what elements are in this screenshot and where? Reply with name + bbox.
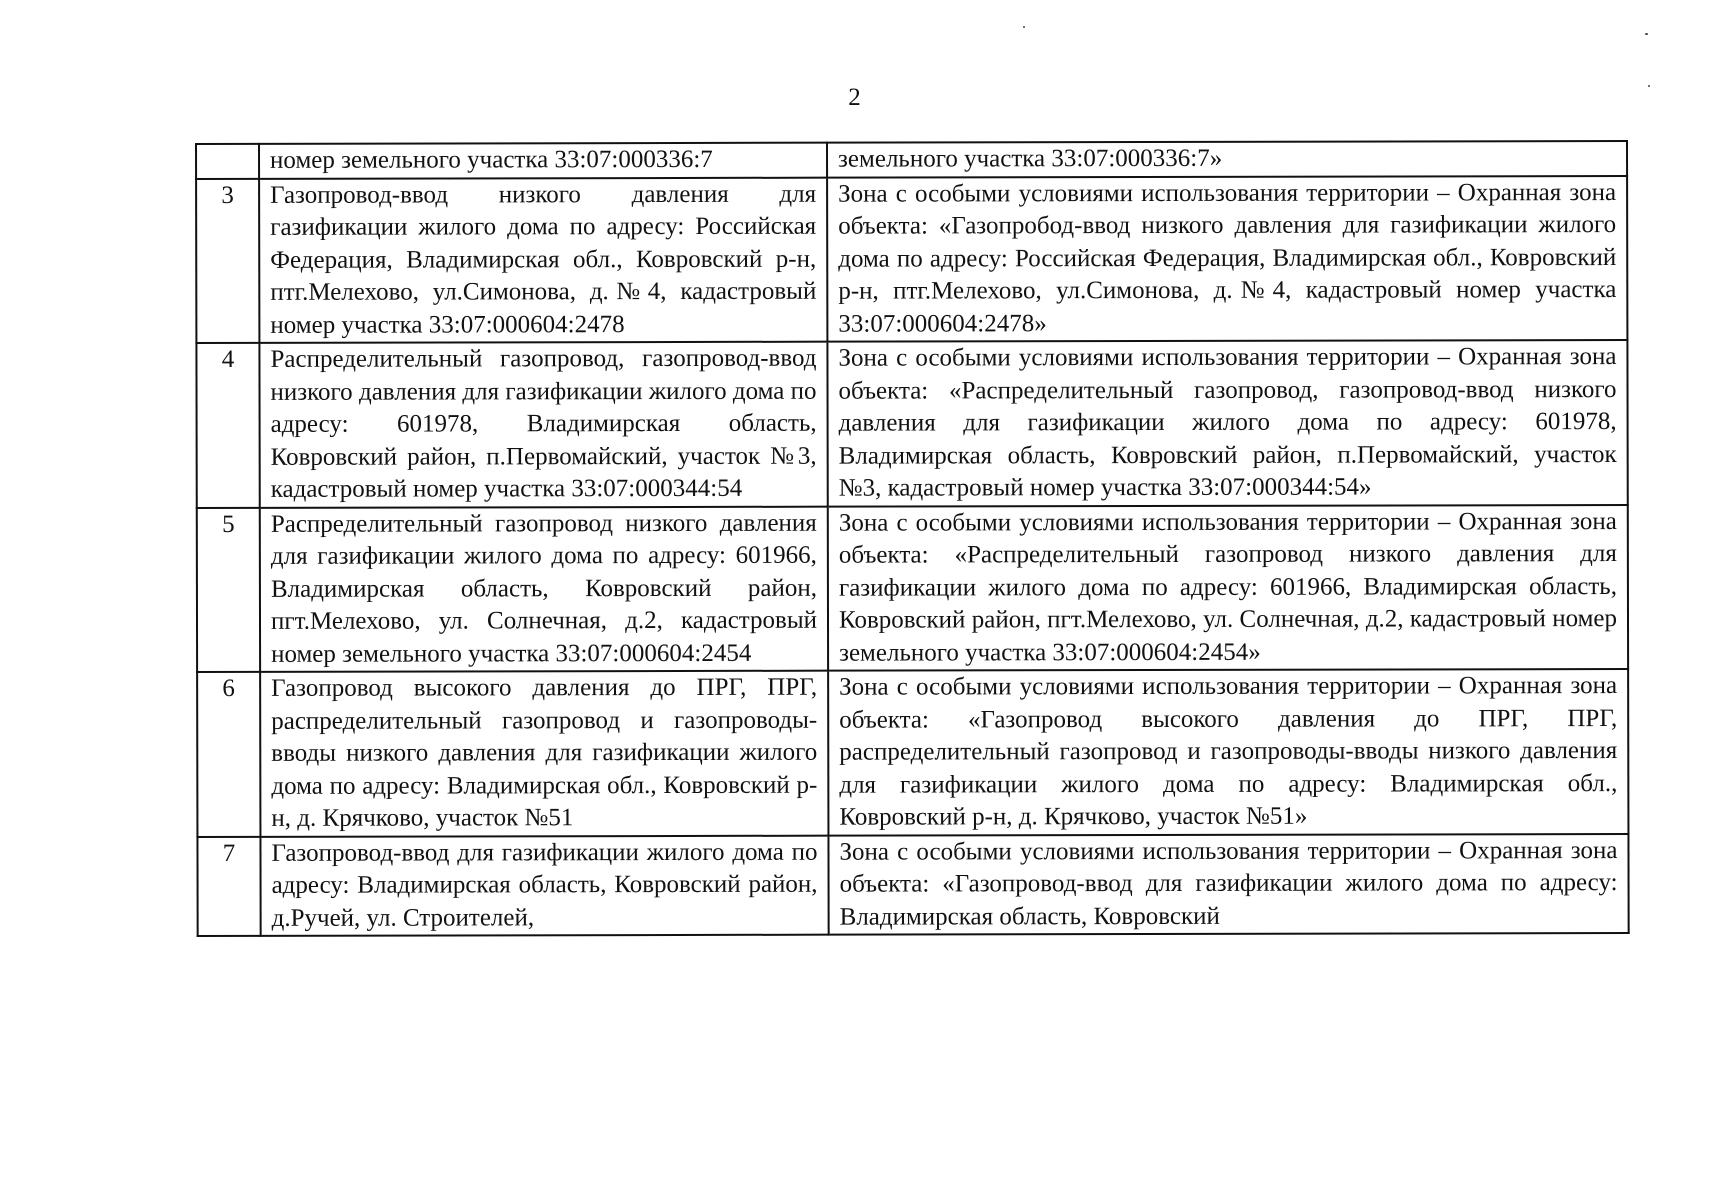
row-number <box>196 144 259 179</box>
table-row <box>197 833 1628 935</box>
object-description: Газопровод высокого давления до ПРГ, ПРГ, распределительный газопровод и газопроводы-вводы низкого давления для газификации жилого дома по адресу: Владимирская обл., Ковровский р-н, д. Крячково, участок №51 <box>260 671 828 837</box>
object-description: Распределительный газопровод низкого давления для газификации жилого дома по адресу: 601966, Владимирская область, Ковровский район, пгт.Мелехово, ул. Солнечная, д.2, кадастровый номер земельного участка 33:07:000604:2454 <box>260 506 828 672</box>
scan-speck <box>1648 85 1650 87</box>
table-row <box>196 141 1627 178</box>
row-number: 3 <box>196 178 259 343</box>
table-row <box>197 505 1628 672</box>
zone-description: Зона с особыми условиями использования территории – Охранная зона объекта: «Распределительный газопровод, газопровод-ввод низкого давления для газификации жилого дома по адресу: 601978, Владимирская область, Ковровский район, п.Первомайский, участок №3, кадастровый номер участка 33:07:000344:54» <box>827 340 1627 506</box>
table-row <box>196 176 1627 343</box>
scan-speck <box>1645 33 1648 35</box>
zone-description: Зона с особыми условиями использования территории – Охранная зона объекта: «Газопробод-ввод низкого давления для газификации жилого дома по адресу: Российская Федерация, Владимирская обл., Ковровский р-н, птг.Мелехово, ул.Симонова, д.№4, кадастровый номер участка 33:07:000604:2478» <box>827 176 1627 342</box>
object-description: Распределительный газопровод, газопровод-ввод низкого давления для газификации жилого дома по адресу: 601978, Владимирская область, Ковровский район, п.Первомайский, участок №3, кадастровый номер участка 33:07:000344:54 <box>259 342 827 508</box>
zone-description: Зона с особыми условиями использования территории – Охранная зона объекта: «Газопровод высокого давления до ПРГ, ПРГ, распределительный газопровод и газопроводы-вводы низкого давления для газификации жилого дома по адресу: Владимирская обл., Ковровский р-н, д. Крячково, участок №51» <box>828 669 1628 835</box>
object-description: Газопровод-ввод для газификации жилого дома по адресу: Владимирская область, Ковровский район, д.Ручей, ул. Строителей, <box>260 835 828 936</box>
object-description: номер земельного участка 33:07:000336:7 <box>259 143 827 179</box>
scan-speck <box>1023 26 1025 28</box>
table-row <box>196 340 1627 507</box>
row-number: 6 <box>197 672 260 837</box>
page-number: 2 <box>848 84 861 111</box>
table-row <box>197 669 1628 836</box>
zone-description: Зона с особыми условиями использования территории – Охранная зона объекта: «Газопровод-ввод для газификации жилого дома по адресу: Владимирская область, Ковровский <box>828 833 1628 934</box>
row-number: 4 <box>196 343 259 508</box>
row-number: 7 <box>197 836 260 936</box>
zone-description: земельного участка 33:07:000336:7» <box>827 141 1627 177</box>
protection-zones-table <box>195 140 1630 937</box>
zone-description: Зона с особыми условиями использования территории – Охранная зона объекта: «Распределительный газопровод низкого давления для газификации жилого дома по адресу: 601966, Владимирская область, Ковровский район, пгт.Мелехово, ул. Солнечная, д.2, кадастровый номер земельного участка 33:07:000604:2454» <box>828 505 1628 671</box>
row-number: 5 <box>197 507 260 672</box>
object-description: Газопровод-ввод низкого давления для газификации жилого дома по адресу: Российская Федерация, Владимирская обл., Ковровский р-н, птг.Мелехово, ул.Симонова, д.№4, кадастровый номер участка 33:07:000604:2478 <box>259 177 827 343</box>
